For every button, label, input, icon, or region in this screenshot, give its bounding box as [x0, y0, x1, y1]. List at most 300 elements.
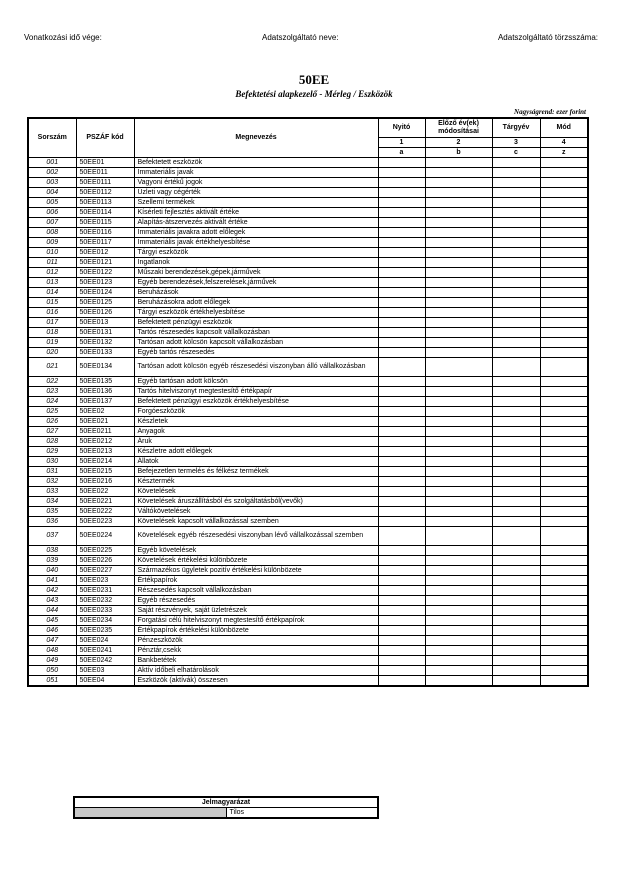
- value-cell-targyev[interactable]: [492, 248, 540, 258]
- value-cell-nyito[interactable]: [378, 517, 425, 527]
- row-name: Immateriális javak értékhelyesbítése: [134, 238, 378, 248]
- row-number: 002: [28, 168, 76, 178]
- col-nyito: Nyitó: [378, 118, 425, 138]
- row-code: 50EE0214: [76, 457, 134, 467]
- row-code: 50EE0136: [76, 387, 134, 397]
- value-cell-nyito[interactable]: [378, 248, 425, 258]
- value-cell-elozo[interactable]: [425, 676, 492, 687]
- value-cell-mod[interactable]: [540, 437, 588, 447]
- value-cell-mod[interactable]: [540, 487, 588, 497]
- row-name: Üzleti vagy cégérték: [134, 188, 378, 198]
- value-cell-mod[interactable]: [540, 338, 588, 348]
- provider-id-label: Adatszolgáltató törzsszáma:: [497, 33, 598, 42]
- value-cell-mod[interactable]: [540, 616, 588, 626]
- col-targyev: Tárgyév: [492, 118, 540, 138]
- value-cell-targyev[interactable]: [492, 566, 540, 576]
- value-cell-targyev[interactable]: [492, 527, 540, 546]
- row-number: 012: [28, 268, 76, 278]
- value-cell-mod[interactable]: [540, 178, 588, 188]
- row-number: 016: [28, 308, 76, 318]
- value-cell-mod[interactable]: [540, 358, 588, 377]
- value-cell-mod[interactable]: [540, 238, 588, 248]
- value-cell-nyito[interactable]: [378, 288, 425, 298]
- value-cell-targyev[interactable]: [492, 586, 540, 596]
- value-cell-nyito[interactable]: [378, 576, 425, 586]
- table-row: [28, 646, 588, 656]
- value-cell-mod[interactable]: [540, 517, 588, 527]
- row-code: 50EE0116: [76, 228, 134, 238]
- value-cell-mod[interactable]: [540, 268, 588, 278]
- row-number: 036: [28, 517, 76, 527]
- value-cell-mod[interactable]: [540, 676, 588, 687]
- value-cell-nyito[interactable]: [378, 546, 425, 556]
- row-code: 50EE0123: [76, 278, 134, 288]
- value-cell-mod[interactable]: [540, 457, 588, 467]
- value-cell-nyito[interactable]: [378, 636, 425, 646]
- row-code: 50EE0117: [76, 238, 134, 248]
- value-cell-targyev[interactable]: [492, 278, 540, 288]
- value-cell-elozo[interactable]: [425, 487, 492, 497]
- row-code: 50EE022: [76, 487, 134, 497]
- value-cell-nyito[interactable]: [378, 358, 425, 377]
- value-cell-nyito[interactable]: [378, 666, 425, 676]
- value-cell-targyev[interactable]: [492, 298, 540, 308]
- value-cell-nyito[interactable]: [378, 447, 425, 457]
- value-cell-nyito[interactable]: [378, 298, 425, 308]
- value-cell-targyev[interactable]: [492, 427, 540, 437]
- value-cell-nyito[interactable]: [378, 338, 425, 348]
- unit-note: Nagyságrend: ezer forint: [514, 108, 586, 116]
- value-cell-mod[interactable]: [540, 158, 588, 168]
- value-cell-mod[interactable]: [540, 596, 588, 606]
- value-cell-elozo[interactable]: [425, 318, 492, 328]
- value-cell-mod[interactable]: [540, 248, 588, 258]
- value-cell-elozo[interactable]: [425, 238, 492, 248]
- value-cell-mod[interactable]: [540, 546, 588, 556]
- row-name: Szellemi termékek: [134, 198, 378, 208]
- value-cell-elozo[interactable]: [425, 387, 492, 397]
- table-row: [28, 248, 588, 258]
- row-name: Készletek: [134, 417, 378, 427]
- value-cell-mod[interactable]: [540, 447, 588, 457]
- value-cell-targyev[interactable]: [492, 268, 540, 278]
- value-cell-elozo[interactable]: [425, 188, 492, 198]
- value-cell-mod[interactable]: [540, 656, 588, 666]
- value-cell-nyito[interactable]: [378, 616, 425, 626]
- row-name: Értékpapírok: [134, 576, 378, 586]
- row-number: 029: [28, 447, 76, 457]
- value-cell-targyev[interactable]: [492, 497, 540, 507]
- value-cell-elozo[interactable]: [425, 636, 492, 646]
- row-number: 042: [28, 586, 76, 596]
- value-cell-nyito[interactable]: [378, 397, 425, 407]
- value-cell-mod[interactable]: [540, 397, 588, 407]
- value-cell-nyito[interactable]: [378, 238, 425, 248]
- row-code: 50EE0114: [76, 208, 134, 218]
- table-row: [28, 666, 588, 676]
- value-cell-mod[interactable]: [540, 308, 588, 318]
- row-code: 50EE0242: [76, 656, 134, 666]
- value-cell-elozo[interactable]: [425, 417, 492, 427]
- value-cell-nyito[interactable]: [378, 437, 425, 447]
- value-cell-nyito[interactable]: [378, 606, 425, 616]
- value-cell-targyev[interactable]: [492, 487, 540, 497]
- value-cell-mod[interactable]: [540, 427, 588, 437]
- value-cell-targyev[interactable]: [492, 477, 540, 487]
- value-cell-elozo[interactable]: [425, 338, 492, 348]
- value-cell-nyito[interactable]: [378, 427, 425, 437]
- value-cell-elozo[interactable]: [425, 656, 492, 666]
- row-number: 034: [28, 497, 76, 507]
- value-cell-nyito[interactable]: [378, 168, 425, 178]
- table-row: [28, 517, 588, 527]
- value-cell-targyev[interactable]: [492, 168, 540, 178]
- value-cell-targyev[interactable]: [492, 397, 540, 407]
- value-cell-elozo[interactable]: [425, 278, 492, 288]
- value-cell-elozo[interactable]: [425, 616, 492, 626]
- form-code-title: 50EE: [298, 72, 330, 87]
- table-row: [28, 457, 588, 467]
- table-row: [28, 626, 588, 636]
- row-code: 50EE0212: [76, 437, 134, 447]
- value-cell-targyev[interactable]: [492, 606, 540, 616]
- value-cell-elozo[interactable]: [425, 407, 492, 417]
- legend-box: [73, 796, 379, 819]
- table-row: [28, 168, 588, 178]
- value-cell-nyito[interactable]: [378, 646, 425, 656]
- value-cell-nyito[interactable]: [378, 497, 425, 507]
- value-cell-targyev[interactable]: [492, 318, 540, 328]
- value-cell-elozo[interactable]: [425, 178, 492, 188]
- value-cell-elozo[interactable]: [425, 308, 492, 318]
- value-cell-elozo[interactable]: [425, 168, 492, 178]
- value-cell-elozo[interactable]: [425, 457, 492, 467]
- value-cell-nyito[interactable]: [378, 258, 425, 268]
- value-cell-mod[interactable]: [540, 556, 588, 566]
- value-cell-targyev[interactable]: [492, 517, 540, 527]
- value-cell-nyito[interactable]: [378, 377, 425, 387]
- value-cell-nyito[interactable]: [378, 188, 425, 198]
- value-cell-elozo[interactable]: [425, 626, 492, 636]
- table-row: [28, 576, 588, 586]
- value-cell-targyev[interactable]: [492, 676, 540, 687]
- value-cell-targyev[interactable]: [492, 387, 540, 397]
- value-cell-targyev[interactable]: [492, 556, 540, 566]
- row-name: Követelések kapcsolt vállalkozással szemben: [134, 517, 378, 527]
- value-cell-targyev[interactable]: [492, 447, 540, 457]
- value-cell-nyito[interactable]: [378, 477, 425, 487]
- value-cell-targyev[interactable]: [492, 467, 540, 477]
- value-cell-nyito[interactable]: [378, 507, 425, 517]
- value-cell-mod[interactable]: [540, 278, 588, 288]
- value-cell-mod[interactable]: [540, 188, 588, 198]
- table-row: [28, 527, 588, 546]
- value-cell-elozo[interactable]: [425, 427, 492, 437]
- value-cell-nyito[interactable]: [378, 318, 425, 328]
- row-name: Követelések áruszállításból és szolgáltatásból(vevők): [134, 497, 378, 507]
- row-number: 044: [28, 606, 76, 616]
- value-cell-nyito[interactable]: [378, 198, 425, 208]
- row-name: Forgóeszközök: [134, 407, 378, 417]
- value-cell-mod[interactable]: [540, 497, 588, 507]
- value-cell-targyev[interactable]: [492, 338, 540, 348]
- value-cell-mod[interactable]: [540, 417, 588, 427]
- value-cell-targyev[interactable]: [492, 348, 540, 358]
- table-row: [28, 566, 588, 576]
- value-cell-elozo[interactable]: [425, 467, 492, 477]
- value-cell-elozo[interactable]: [425, 527, 492, 546]
- value-cell-mod[interactable]: [540, 666, 588, 676]
- value-cell-targyev[interactable]: [492, 178, 540, 188]
- value-cell-targyev[interactable]: [492, 188, 540, 198]
- value-cell-targyev[interactable]: [492, 437, 540, 447]
- value-cell-mod[interactable]: [540, 258, 588, 268]
- table-row: [28, 348, 588, 358]
- value-cell-elozo[interactable]: [425, 208, 492, 218]
- value-cell-elozo[interactable]: [425, 546, 492, 556]
- row-number: 037: [28, 527, 76, 546]
- value-cell-targyev[interactable]: [492, 358, 540, 377]
- value-cell-elozo[interactable]: [425, 218, 492, 228]
- value-cell-mod[interactable]: [540, 507, 588, 517]
- value-cell-nyito[interactable]: [378, 158, 425, 168]
- row-code: 50EE0215: [76, 467, 134, 477]
- row-name: Egyéb követelések: [134, 546, 378, 556]
- value-cell-mod[interactable]: [540, 527, 588, 546]
- col-letter-b: b: [425, 148, 492, 158]
- value-cell-mod[interactable]: [540, 298, 588, 308]
- value-cell-targyev[interactable]: [492, 457, 540, 467]
- col-num-4: 4: [540, 138, 588, 148]
- value-cell-mod[interactable]: [540, 328, 588, 338]
- value-cell-mod[interactable]: [540, 198, 588, 208]
- value-cell-elozo[interactable]: [425, 377, 492, 387]
- table-row: [28, 238, 588, 248]
- value-cell-targyev[interactable]: [492, 288, 540, 298]
- value-cell-targyev[interactable]: [492, 308, 540, 318]
- value-cell-targyev[interactable]: [492, 507, 540, 517]
- value-cell-elozo[interactable]: [425, 258, 492, 268]
- table-row: [28, 616, 588, 626]
- row-name: Anyagok: [134, 427, 378, 437]
- value-cell-elozo[interactable]: [425, 228, 492, 238]
- value-cell-mod[interactable]: [540, 576, 588, 586]
- value-cell-elozo[interactable]: [425, 248, 492, 258]
- row-name: Áruk: [134, 437, 378, 447]
- row-number: 024: [28, 397, 76, 407]
- row-code: 50EE0234: [76, 616, 134, 626]
- value-cell-elozo[interactable]: [425, 556, 492, 566]
- value-cell-elozo[interactable]: [425, 397, 492, 407]
- value-cell-elozo[interactable]: [425, 477, 492, 487]
- value-cell-mod[interactable]: [540, 387, 588, 397]
- value-cell-mod[interactable]: [540, 218, 588, 228]
- value-cell-elozo[interactable]: [425, 158, 492, 168]
- value-cell-elozo[interactable]: [425, 268, 492, 278]
- row-name: Bankbetétek: [134, 656, 378, 666]
- value-cell-mod[interactable]: [540, 646, 588, 656]
- value-cell-nyito[interactable]: [378, 348, 425, 358]
- value-cell-elozo[interactable]: [425, 666, 492, 676]
- value-cell-targyev[interactable]: [492, 576, 540, 586]
- value-cell-targyev[interactable]: [492, 198, 540, 208]
- row-code: 50EE0111: [76, 178, 134, 188]
- table-row: [28, 268, 588, 278]
- value-cell-mod[interactable]: [540, 477, 588, 487]
- value-cell-elozo[interactable]: [425, 358, 492, 377]
- row-code: 50EE0222: [76, 507, 134, 517]
- value-cell-nyito[interactable]: [378, 527, 425, 546]
- value-cell-mod[interactable]: [540, 168, 588, 178]
- row-name: Befejezetlen termelés és félkész termékek: [134, 467, 378, 477]
- row-name: Pénzeszközök: [134, 636, 378, 646]
- value-cell-elozo[interactable]: [425, 566, 492, 576]
- value-cell-mod[interactable]: [540, 586, 588, 596]
- row-number: 008: [28, 228, 76, 238]
- row-name: Egyéb berendezések,felszerelések,járművek: [134, 278, 378, 288]
- table-row: [28, 447, 588, 457]
- value-cell-mod[interactable]: [540, 407, 588, 417]
- value-cell-elozo[interactable]: [425, 517, 492, 527]
- value-cell-mod[interactable]: [540, 606, 588, 616]
- row-code: 50EE0112: [76, 188, 134, 198]
- value-cell-targyev[interactable]: [492, 656, 540, 666]
- value-cell-targyev[interactable]: [492, 218, 540, 228]
- value-cell-nyito[interactable]: [378, 586, 425, 596]
- row-number: 046: [28, 626, 76, 636]
- value-cell-targyev[interactable]: [492, 208, 540, 218]
- value-cell-elozo[interactable]: [425, 447, 492, 457]
- value-cell-nyito[interactable]: [378, 596, 425, 606]
- value-cell-nyito[interactable]: [378, 566, 425, 576]
- col-megnevezes: Megnevezés: [134, 118, 378, 158]
- value-cell-mod[interactable]: [540, 318, 588, 328]
- value-cell-elozo[interactable]: [425, 497, 492, 507]
- provider-name-label: Adatszolgáltató neve:: [262, 33, 339, 42]
- value-cell-mod[interactable]: [540, 377, 588, 387]
- value-cell-targyev[interactable]: [492, 417, 540, 427]
- row-code: 50EE0213: [76, 447, 134, 457]
- row-code: 50EE0231: [76, 586, 134, 596]
- value-cell-targyev[interactable]: [492, 646, 540, 656]
- value-cell-mod[interactable]: [540, 626, 588, 636]
- value-cell-elozo[interactable]: [425, 288, 492, 298]
- form-subtitle: Befektetési alapkezelő - Mérleg / Eszközök: [235, 89, 393, 99]
- value-cell-elozo[interactable]: [425, 596, 492, 606]
- value-cell-elozo[interactable]: [425, 586, 492, 596]
- value-cell-elozo[interactable]: [425, 328, 492, 338]
- value-cell-nyito[interactable]: [378, 407, 425, 417]
- value-cell-nyito[interactable]: [378, 208, 425, 218]
- row-name: Befektetett pénzügyi eszközök: [134, 318, 378, 328]
- row-number: 033: [28, 487, 76, 497]
- value-cell-mod[interactable]: [540, 208, 588, 218]
- value-cell-targyev[interactable]: [492, 158, 540, 168]
- row-code: 50EE011: [76, 168, 134, 178]
- row-code: 50EE0115: [76, 218, 134, 228]
- value-cell-targyev[interactable]: [492, 328, 540, 338]
- row-name: Készletre adott előlegek: [134, 447, 378, 457]
- value-cell-targyev[interactable]: [492, 636, 540, 646]
- value-cell-targyev[interactable]: [492, 407, 540, 417]
- value-cell-mod[interactable]: [540, 228, 588, 238]
- row-number: 035: [28, 507, 76, 517]
- value-cell-mod[interactable]: [540, 636, 588, 646]
- row-number: 030: [28, 457, 76, 467]
- value-cell-elozo[interactable]: [425, 606, 492, 616]
- table-row: [28, 477, 588, 487]
- value-cell-mod[interactable]: [540, 566, 588, 576]
- value-cell-targyev[interactable]: [492, 596, 540, 606]
- value-cell-targyev[interactable]: [492, 546, 540, 556]
- value-cell-elozo[interactable]: [425, 348, 492, 358]
- row-name: Tartósan adott kölcsön egyéb részesedési viszonyban álló vállalkozásban: [134, 358, 378, 377]
- value-cell-nyito[interactable]: [378, 626, 425, 636]
- value-cell-nyito[interactable]: [378, 656, 425, 666]
- row-number: 023: [28, 387, 76, 397]
- value-cell-targyev[interactable]: [492, 258, 540, 268]
- value-cell-mod[interactable]: [540, 467, 588, 477]
- value-cell-mod[interactable]: [540, 348, 588, 358]
- col-elozo-evek: Előző év(ek) módosításai: [425, 118, 492, 138]
- value-cell-nyito[interactable]: [378, 328, 425, 338]
- value-cell-nyito[interactable]: [378, 467, 425, 477]
- value-cell-targyev[interactable]: [492, 666, 540, 676]
- value-cell-elozo[interactable]: [425, 507, 492, 517]
- table-row: [28, 188, 588, 198]
- row-number: 004: [28, 188, 76, 198]
- value-cell-mod[interactable]: [540, 288, 588, 298]
- col-num-1: 1: [378, 138, 425, 148]
- value-cell-nyito[interactable]: [378, 487, 425, 497]
- value-cell-targyev[interactable]: [492, 377, 540, 387]
- value-cell-nyito[interactable]: [378, 457, 425, 467]
- value-cell-targyev[interactable]: [492, 626, 540, 636]
- value-cell-nyito[interactable]: [378, 228, 425, 238]
- value-cell-nyito[interactable]: [378, 178, 425, 188]
- value-cell-nyito[interactable]: [378, 556, 425, 566]
- value-cell-nyito[interactable]: [378, 268, 425, 278]
- row-number: 009: [28, 238, 76, 248]
- value-cell-elozo[interactable]: [425, 576, 492, 586]
- row-code: 50EE0223: [76, 517, 134, 527]
- value-cell-nyito[interactable]: [378, 278, 425, 288]
- value-cell-targyev[interactable]: [492, 228, 540, 238]
- row-name: Követelések értékelési különbözete: [134, 556, 378, 566]
- table-row: [28, 397, 588, 407]
- value-cell-elozo[interactable]: [425, 298, 492, 308]
- row-code: 50EE0241: [76, 646, 134, 656]
- row-name: Vagyoni értékű jogok: [134, 178, 378, 188]
- row-code: 50EE0113: [76, 198, 134, 208]
- table-row: [28, 546, 588, 556]
- value-cell-targyev[interactable]: [492, 616, 540, 626]
- row-code: 50EE0233: [76, 606, 134, 616]
- row-code: 50EE0131: [76, 328, 134, 338]
- value-cell-nyito[interactable]: [378, 417, 425, 427]
- value-cell-targyev[interactable]: [492, 238, 540, 248]
- value-cell-elozo[interactable]: [425, 646, 492, 656]
- value-cell-nyito[interactable]: [378, 308, 425, 318]
- value-cell-nyito[interactable]: [378, 676, 425, 687]
- value-cell-elozo[interactable]: [425, 437, 492, 447]
- value-cell-nyito[interactable]: [378, 387, 425, 397]
- value-cell-nyito[interactable]: [378, 218, 425, 228]
- row-code: 50EE0125: [76, 298, 134, 308]
- balance-sheet-table: [27, 117, 589, 687]
- row-code: 50EE0132: [76, 338, 134, 348]
- value-cell-elozo[interactable]: [425, 198, 492, 208]
